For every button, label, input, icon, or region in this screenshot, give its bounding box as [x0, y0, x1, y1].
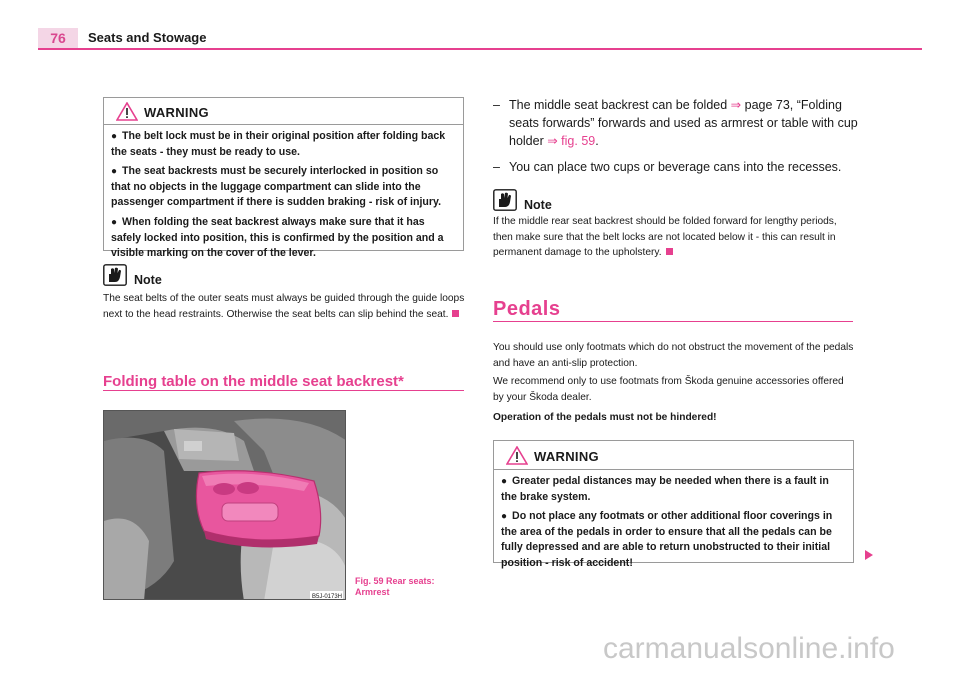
- section-divider: [493, 321, 853, 322]
- warning-header: [104, 98, 463, 125]
- armrest-figure: [103, 410, 346, 600]
- warning-body: [104, 125, 463, 270]
- bullet-icon: ●: [501, 476, 508, 487]
- note-title: Note: [134, 273, 162, 287]
- step-item: [493, 96, 865, 150]
- warning-title: WARNING: [144, 105, 209, 120]
- bullet-icon: ●: [501, 511, 508, 523]
- warning-item: ● The seat backrests must be securely interlocked in position so that no objects in the luggage compartment can slide into the passenger compartment if there is sudden braking - risk of injury.: [111, 165, 442, 209]
- warning-triangle-icon: [116, 102, 138, 121]
- warning-item: ● Do not place any footmats or other additional floor coverings in the area of the pedals in order to ensure that all the pedals can be fully depressed and are able to return unobstructed to their initial position - risk of accident!: [501, 510, 833, 569]
- header-divider: [38, 48, 922, 50]
- bullet-icon: ●: [111, 131, 118, 142]
- step-list: [493, 96, 865, 176]
- section-title-folding-table: Folding table on the middle seat backrest*: [103, 373, 404, 390]
- note-block-left: [103, 263, 465, 322]
- warning-body: [494, 470, 853, 580]
- note-text: If the middle rear seat backrest should be folded forward for lengthy periods, then make sure that the belt locks are not located below it - this can result in permanent damage to the upholstery.: [493, 216, 837, 259]
- warning-item: ● When folding the seat backrest always make sure that it has safely locked into position, this is confirmed by the position and a visible marking on the cover of the lever.: [111, 215, 444, 260]
- triangle-right-icon: [864, 549, 874, 561]
- note-hand-icon: [103, 264, 127, 286]
- step-dash: –: [493, 98, 500, 112]
- section-end-marker: [452, 310, 459, 317]
- watermark: carmanualsonline.info: [603, 632, 895, 665]
- arrow-icon: ⇒: [730, 98, 742, 112]
- warning-box-pedals: [493, 440, 854, 569]
- figure-link[interactable]: ⇒ fig. 59: [547, 134, 596, 148]
- step-text: The middle seat backrest can be folded ⇒ page 73, “Folding seats forwards” forwards and used as armrest or table with cup holder ⇒ fig. 59.: [509, 98, 858, 148]
- page-number: 76: [38, 28, 78, 48]
- section-end-marker: [666, 248, 673, 255]
- bullet-icon: ●: [111, 216, 118, 228]
- figure-code: B5J-0173H: [312, 594, 343, 600]
- section-divider: [103, 390, 464, 391]
- bullet-icon: ●: [111, 166, 118, 178]
- step-item: [493, 158, 865, 176]
- armrest-illustration: [104, 411, 346, 600]
- note-block-right: [493, 188, 855, 261]
- warning-item: ● The belt lock must be in their original position after folding back the seats - they must be ready to use.: [111, 130, 446, 158]
- warning-item: ● Greater pedal distances may be needed when there is a fault in the brake system.: [501, 475, 829, 503]
- figure-caption: Fig. 59 Rear seats: Armrest: [355, 576, 435, 597]
- warning-header: [494, 441, 853, 470]
- pedals-bold-line: Operation of the pedals must not be hindered!: [493, 412, 717, 423]
- step-text: You can place two cups or beverage cans into the recesses.: [509, 160, 842, 174]
- step-dash: –: [493, 160, 500, 174]
- pedals-paragraph-1: You should use only footmats which do not obstruct the movement of the pedals and have an anti-slip protection.: [493, 342, 854, 369]
- section-title-pedals: Pedals: [493, 298, 561, 320]
- note-text: The seat belts of the outer seats must always be guided through the guide loops next to the head restraints. Otherwise the seat belts can slip behind the seat.: [103, 293, 465, 320]
- pedals-paragraph-2: We recommend only to use footmats from Škoda genuine accessories offered by your Škoda dealer.: [493, 376, 844, 403]
- warning-box-seats: [103, 97, 464, 260]
- note-title: Note: [524, 198, 552, 212]
- warning-title: WARNING: [534, 449, 599, 464]
- page-title: Seats and Stowage: [88, 30, 207, 45]
- note-hand-icon: [493, 189, 517, 211]
- warning-triangle-icon: [506, 446, 528, 465]
